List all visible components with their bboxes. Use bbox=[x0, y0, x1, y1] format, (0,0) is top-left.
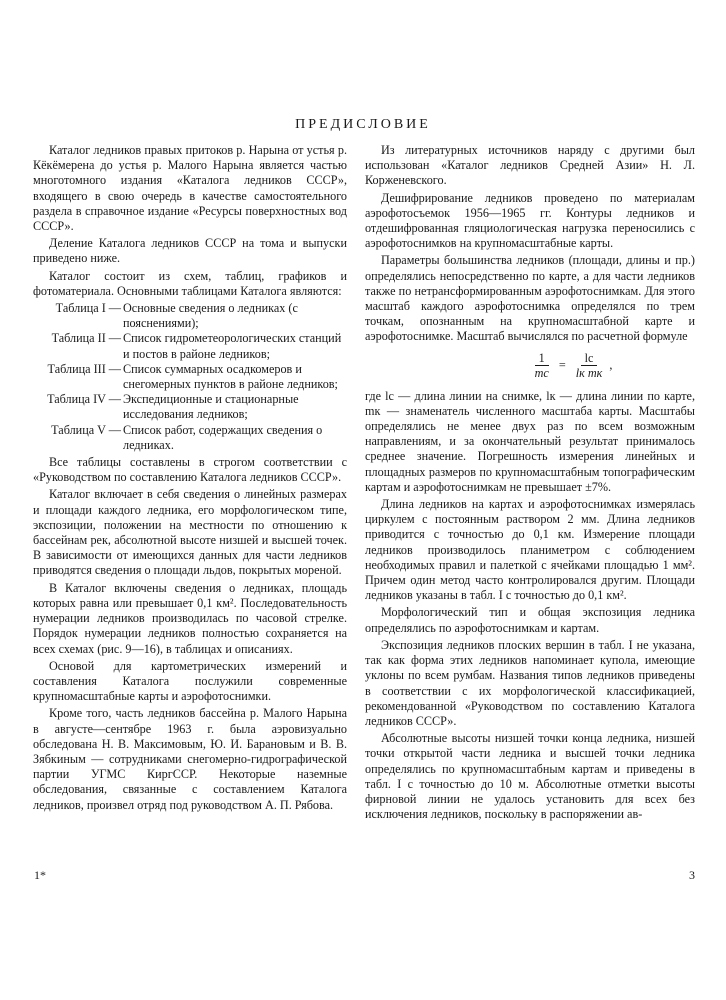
left-column bbox=[33, 143, 347, 815]
paragraph: Все таблицы составлены в строгом соответствии с «Руководством по составлению Каталога ледников СССР». bbox=[33, 455, 347, 485]
page-title: ПРЕДИСЛОВИЕ bbox=[295, 117, 431, 132]
table-description: Основные сведения о ледниках (с пояснениями); bbox=[123, 301, 298, 331]
table-label: Таблица II — bbox=[51, 331, 121, 346]
paragraph: Из литературных источников наряду с другими был использован «Каталог ледников Средней Азии» Н. Л. Корженевского. bbox=[365, 143, 695, 188]
table-label: Таблица V — bbox=[51, 422, 121, 437]
paragraph: Каталог ледников правых притоков р. Нарына от устья р. Кёкёмерена до устья р. Малого Нарына является частью многотомного издания «Каталога ледников СССР», входящего в свою очередь в качестве самостоятельного раздела в справочное издание «Ресурсы поверхностных вод СССР». bbox=[33, 143, 347, 234]
list-item bbox=[33, 423, 347, 453]
table-label: Таблица I — bbox=[55, 301, 121, 316]
paragraph: Кроме того, часть ледников бассейна р. Малого Нарына в августе—сентябре 1963 г. была аэровизуально обследована Н. В. Максимовым, Ю. И. Барановым и В. В. Зябкиным — сотрудниками снегомерно-гидрографической партии УГМС КиргССР. Некоторые наземные обследования, связанные с составлением Каталога ледников, произвел отряд под руководством А. П. Рябова. bbox=[33, 706, 347, 812]
paragraph: Морфологический тип и общая экспозиция ледника определялись по аэрофотоснимкам и картам. bbox=[365, 605, 695, 635]
page-number: 3 bbox=[689, 868, 695, 882]
formula-rhs-numerator: lc bbox=[581, 351, 598, 366]
table-description: Список работ, содержащих сведения о ледниках. bbox=[123, 422, 323, 452]
paragraph: Каталог включает в себя сведения о линейных размерах и площади каждого ледника, его морфологическом типе, экспозиции, положении на местности по отношению к бассейнам рек, абсолютной высоте низшей и высшей точек. В зависимости от имеющихся данных для части ледников приводятся сведения о площади льдов, покрытых мореной. bbox=[33, 487, 347, 578]
paragraph: Параметры большинства ледников (площади, длины и пр.) определялись непосредственно по карте, а для части ледников также по нетрансформированным аэрофотоснимкам. Для этого масштаб каждого аэрофотоснимка определялся по трем точкам, опознанным на крупномасштабной карте и аэрофотоснимке. Масштаб вычислялся по расчетной формуле bbox=[365, 253, 695, 344]
formula-lhs bbox=[531, 351, 553, 380]
table-list bbox=[33, 301, 347, 453]
scale-formula bbox=[445, 349, 695, 383]
paragraph: Абсолютные высоты низшей точки конца ледника, низшей точки открытой части ледника и высшей точки ледника определялись по крупномасштабным картам и приведены в табл. I с точностью до 10 м. Абсолютные отметки высоты фирновой линии не удалось установить для всех без исключения ледников, поскольку в распоряжении ав- bbox=[365, 731, 695, 822]
formula-tail: , bbox=[609, 358, 613, 373]
list-item bbox=[33, 392, 347, 422]
formula-rhs-denominator: lк mк bbox=[575, 366, 603, 381]
table-description: Список суммарных осадкомеров и снегомерных пунктов в районе ледников; bbox=[123, 361, 338, 392]
right-column bbox=[365, 143, 695, 824]
paragraph: Основой для картометрических измерений и составления Каталога послужили современные крупномасштабные карты и аэрофотоснимки. bbox=[33, 658, 347, 704]
formula-lhs-numerator: 1 bbox=[535, 351, 549, 366]
paragraph: Экспозиция ледников плоских вершин в табл. I не указана, так как форма этих ледников напоминает купола, имеющие уклоны по всем румбам. Названия типов ледников приведены в соответствии с их морфологической классификацией, рекомендованной «Руководством по составлению Каталога ледников СССР». bbox=[365, 637, 695, 728]
formula-rhs bbox=[572, 351, 607, 380]
list-item bbox=[33, 301, 347, 331]
table-description: Экспедиционные и стационарные исследования ледников; bbox=[123, 392, 299, 422]
table-label: Таблица III — bbox=[47, 361, 121, 376]
list-item bbox=[33, 362, 347, 392]
table-description: Список гидрометеорологических станций и постов в районе ледников; bbox=[123, 331, 342, 361]
list-item bbox=[33, 331, 347, 361]
paragraph: Каталог состоит из схем, таблиц, графиков и фотоматериала. Основными таблицами Каталога являются: bbox=[33, 268, 347, 298]
paragraph: В Каталог включены сведения о ледниках, площадь которых равна или превышает 0,1 км². Последовательность нумерации ледников производилась по часовой стрелке. Порядок нумерации ледников полностью сохраняется на всех схемах (рис. 9—16), в таблицах и описаниях. bbox=[33, 580, 347, 656]
signature-mark: 1* bbox=[34, 868, 46, 882]
table-label: Таблица IV — bbox=[47, 392, 121, 407]
formula-equals: = bbox=[558, 358, 566, 373]
paragraph: где lc — длина линии на снимке, lк — длина линии по карте, mк — знаменатель численного масштаба карты. Масштабы определялись не менее двух раз по всем возможным направлениям, и за окончательный результат принималось среднее значение. Погрешность измерения линейных и площадных размеров по крупномасштабным топографическим картам и аэрофотоснимкам не превышает ±7%. bbox=[365, 388, 695, 494]
paragraph: Дешифрирование ледников проведено по материалам аэрофотосъемок 1956—1965 гг. Контуры ледников и отдешифрованная гляциологическая нагрузка переносились с аэрофотоснимков на крупномасштабные карты. bbox=[365, 190, 695, 251]
formula-lhs-denominator: mc bbox=[534, 366, 549, 381]
paragraph: Деление Каталога ледников СССР на тома и выпуски приведено ниже. bbox=[33, 236, 347, 266]
paragraph: Длина ледников на картах и аэрофотоснимках измерялась циркулем с постоянным раствором 2 мм. Длина ледников приводится с точностью до 0,1 км. Измерение площади ледников производилось планиметром с соблюдением необходимых правил и палеткой с ячейками площадью 1 мм². Причем один метод часто контролировался другим. Площади ледников указаны в табл. I с точностью до 0,1 км². bbox=[365, 497, 695, 603]
